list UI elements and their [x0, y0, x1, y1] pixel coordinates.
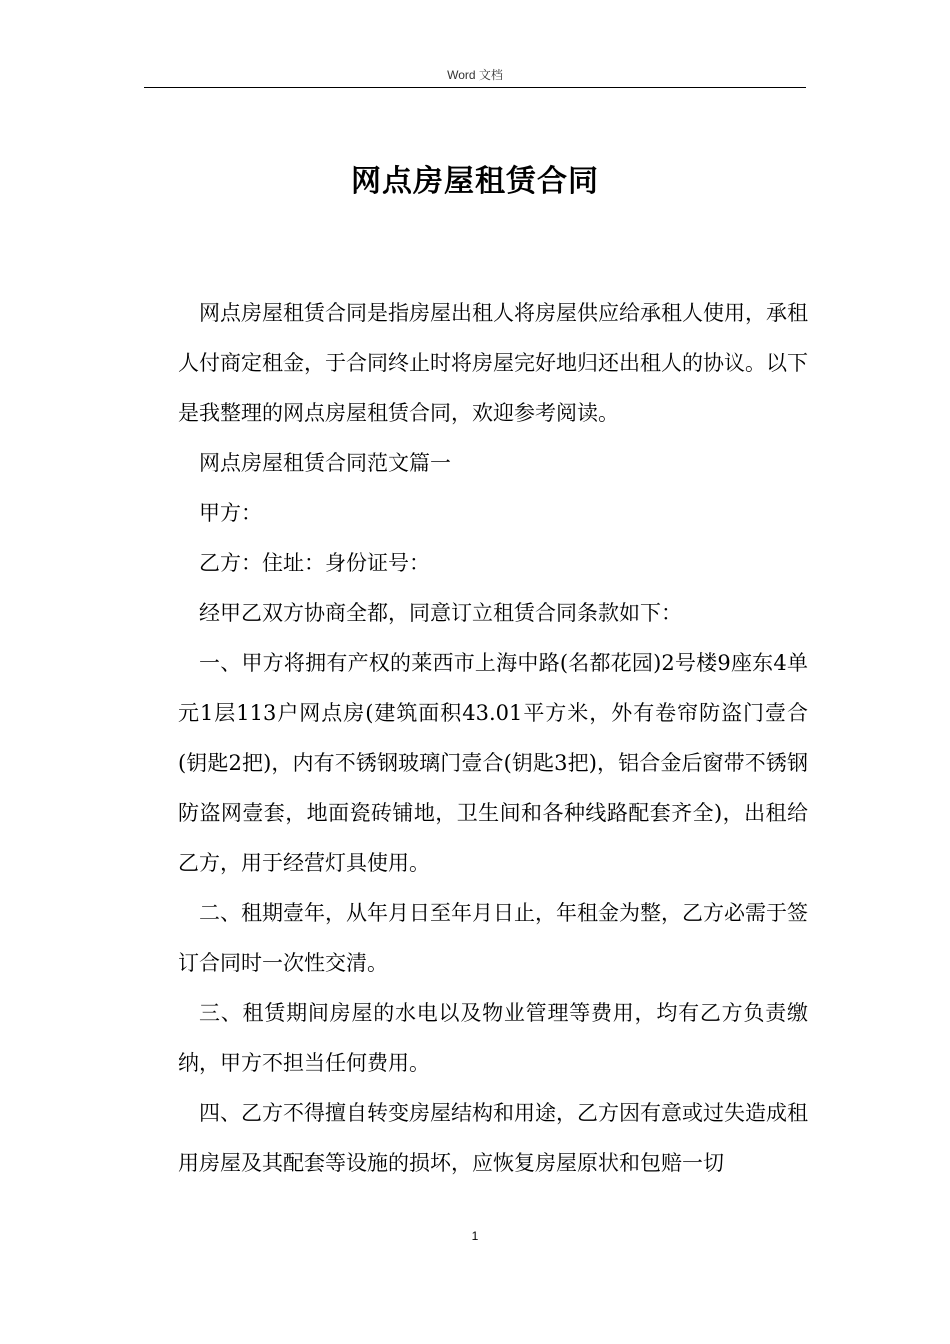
paragraph-clause-2: 二、租期壹年，从年月日至年月日止，年租金为整，乙方必需于签订合同时一次性交清。	[178, 901, 808, 975]
page-header: Word 文档	[447, 68, 503, 82]
paragraph-section-heading: 网点房屋租赁合同范文篇一	[199, 451, 451, 475]
paragraph-party-a: 甲方：	[199, 501, 262, 525]
document-body	[178, 288, 808, 1188]
paragraph-clause-3: 三、租赁期间房屋的水电以及物业管理等费用，均有乙方负责缴纳，甲方不担当任何费用。	[178, 1001, 808, 1075]
document-title: 网点房屋租赁合同	[351, 164, 599, 199]
header-divider	[144, 87, 806, 88]
paragraph-clause-4: 四、乙方不得擅自转变房屋结构和用途，乙方因有意或过失造成租用房屋及其配套等设施的损坏，应恢复房屋原状和包赔一切	[178, 1101, 808, 1175]
paragraph-party-b: 乙方：住址：身份证号：	[199, 551, 430, 575]
paragraph-clause-1: 一、甲方将拥有产权的莱西市上海中路(名都花园)2号楼9座东4单元1层113户网点房(建筑面积43.01平方米，外有卷帘防盗门壹合(钥匙2把)，内有不锈钢玻璃门壹合(钥匙3把)，铝合金后窗带不锈钢防盗网壹套，地面瓷砖铺地，卫生间和各种线路配套齐全)，出租给乙方，用于经营灯具使用。	[178, 651, 808, 875]
paragraph-agreement: 经甲乙双方协商全都，同意订立租赁合同条款如下：	[199, 601, 682, 625]
page-number: 1	[471, 1229, 479, 1243]
paragraph-intro: 网点房屋租赁合同是指房屋出租人将房屋供应给承租人使用，承租人付商定租金，于合同终止时将房屋完好地归还出租人的协议。以下是我整理的网点房屋租赁合同，欢迎参考阅读。	[178, 301, 808, 425]
